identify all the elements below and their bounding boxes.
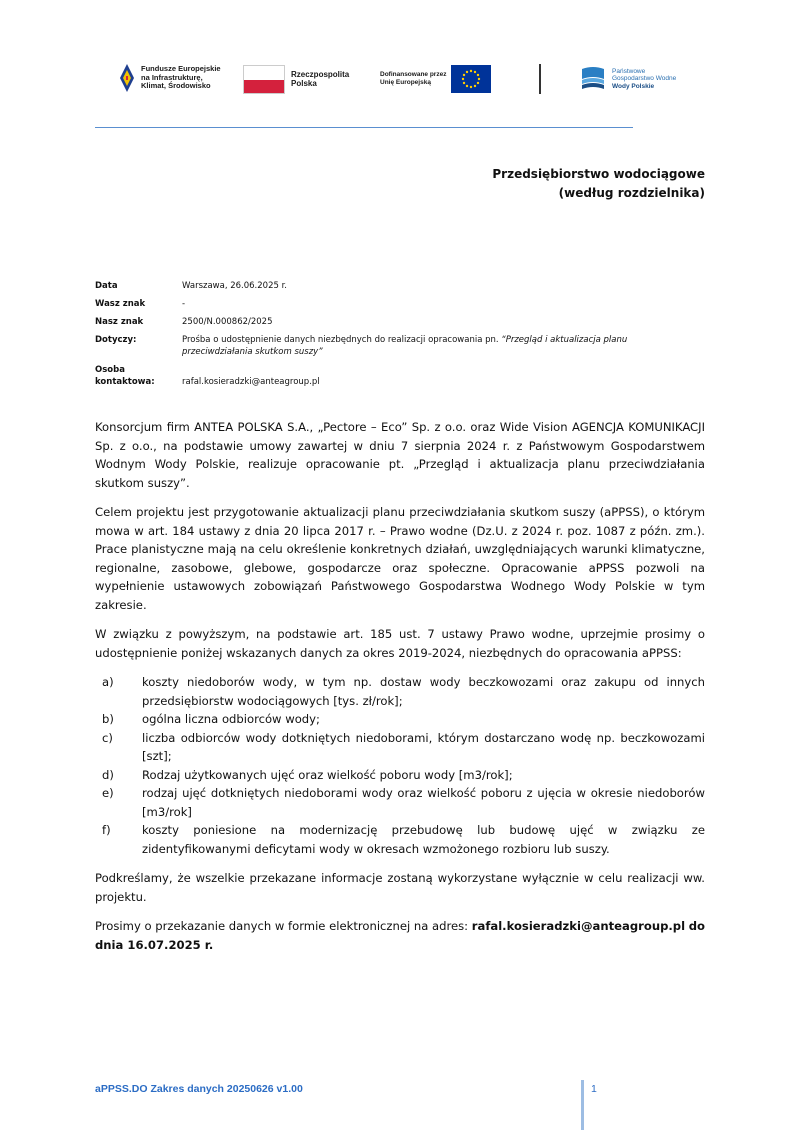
fe-line-3: Klimat, Środowisko [141,81,211,91]
list-item [95,729,705,766]
meta-label: Data [95,281,118,291]
list-marker: b) [102,712,114,726]
meta-row-contact [95,364,655,388]
paragraph-2: Celem projektu jest przygotowanie aktualizacji planu przeciwdziałania skutkom suszy (aPPSS), o którym mowa w art. 184 ustawy z dnia 20 lipca 2017 r. – Prawo wodne (Dz.U. z 2024 r. poz. 1087 z późn. zm.). Prace planistyczne mają na celu określenie konkretnych działań, uwzględniających warunki klimatyczne, regionalne, zasobowe, glebowe, gospodarcze oraz społeczne. Opracowanie aPPSS pozwoli na wypełnienie ustawowych zobowiązań Państwowego Gospodarstwa Wodnego Wody Polskie w tym zakresie. [95,505,705,612]
meta-row-date [95,280,655,292]
list-text: Rodzaj użytkowanych ujęć oraz wielkość poboru wody [m3/rok]; [142,767,513,782]
rp-line-1: Rzeczpospolita [291,70,350,79]
fe-line-2: na Infrastrukturę, [141,72,203,82]
paragraph-4: Podkreślamy, że wszelkie przekazane informacje zostaną wykorzystane wyłącznie w celu realizacji ww. projektu. [95,871,705,904]
meta-value: - [182,299,186,309]
letter-meta [95,280,655,394]
paragraph-1: Konsorcjum firm ANTEA POLSKA S.A., „Pectore – Eco” Sp. z o.o. oraz Wide Vision AGENCJA KOMUNIKACJI Sp. z o.o., na podstawie umowy zawartej w dniu 7 sierpnia 2024 r. z Państwowym Gospodarstwem Wodnym Wody Polskie, realizuje opracowanie pt. „Przegląd i aktualizacja planu przeciwdziałania skutkom suszy”. [95,420,705,490]
request-deadline: do dnia 16.07.2025 r. [95,919,706,952]
meta-label: Wasz znak [95,299,146,309]
list-marker: f) [102,823,111,837]
meta-label: Dotyczy: [95,335,137,345]
meta-value: Warszawa, 26.06.2025 r. [182,281,288,291]
list-text: koszty poniesione na modernizację przebudowę lub budowę ujęć w związku ze zidentyfikowanymi deficytami wody w okresach wzmożonego rozbioru lub suszy. [142,823,705,856]
eu-line-2: Unię Europejską [380,79,431,86]
fe-line-1: Fundusze Europejskie [141,64,221,74]
contact-email: rafal.kosieradzki@anteagroup.pl [182,377,320,387]
list-marker: d) [102,767,114,782]
request-text: Prosimy o przekazanie danych w formie elektronicznej na adres: [95,919,469,933]
subject-title: “Przegląd i aktualizacja planu przeciwdziałania skutkom suszy” [182,335,628,357]
meta-row-subject [95,334,655,358]
wp-line-3: Wody Polskie [612,82,655,90]
wp-logo [580,65,676,93]
request-email: rafal.kosieradzki@anteagroup.pl [471,919,686,933]
footer-document-id: aPPSS.DO Zakres danych 20250626 v1.00 [95,1083,303,1095]
footer-divider [581,1080,584,1130]
meta-row-your-ref [95,298,655,310]
eu-line-1: Dofinansowane przez [380,71,447,78]
meta-value-subject [182,334,655,358]
rp-logo [243,65,349,94]
paragraph-5 [95,917,705,954]
data-request-list [95,673,705,858]
logo-divider [539,64,541,94]
header-logos [118,62,698,96]
eu-logo [380,65,491,93]
rp-line-2: Polska [291,78,317,88]
list-text: koszty niedoborów wody, w tym np. dostaw wody beczkowozami oraz zakupu od innych przedsiębiorstw wodociągowych [tys. zł/rok]; [142,675,705,708]
subject-text: Prośba o udostępnienie danych niezbędnych do realizacji opracowania pn. [182,335,499,345]
list-item [95,673,705,710]
list-item [95,821,705,858]
recipient-block [492,165,705,203]
list-marker: c) [102,730,113,745]
meta-row-our-ref [95,316,655,328]
list-marker: e) [102,786,114,800]
wp-line-2: Gospodarstwo Wodne [612,75,677,83]
list-text: liczba odbiorców wody dotkniętych niedoborami, którym dostarczano wodę np. beczkowozami [szt]; [142,730,705,763]
list-item [95,766,705,785]
recipient-line-2: (według rozdzielnika) [558,186,705,200]
list-item [95,784,705,821]
eu-flag-icon [451,65,491,93]
meta-label: Nasz znak [95,317,144,327]
wp-line-1: Państwowe [612,67,646,75]
list-marker: a) [102,675,114,689]
header-rule [95,127,633,128]
meta-label: Osoba kontaktowa: [95,365,155,387]
recipient-line-1: Przedsiębiorstwo wodociągowe [492,167,705,181]
list-item [95,710,705,729]
page-number: 1 [591,1083,597,1095]
fe-logo [118,62,221,94]
poland-flag-icon [243,65,285,94]
list-text: rodzaj ujęć dotkniętych niedoborami wody oraz wielkość poboru z ujęcia w okresie niedoborów [m3/rok] [142,786,705,819]
wody-polskie-logo-icon [580,65,606,93]
list-text: ogólna liczna odbiorców wody; [142,712,320,726]
letter-body [95,418,705,965]
fe-logo-icon [118,62,136,94]
meta-value: 2500/N.000862/2025 [182,317,273,327]
paragraph-3: W związku z powyższym, na podstawie art. 185 ust. 7 ustawy Prawo wodne, uprzejmie prosimy o udostępnienie poniżej wskazanych danych za okres 2019-2024, niezbędnych do opracowania aPPSS: [95,627,705,660]
